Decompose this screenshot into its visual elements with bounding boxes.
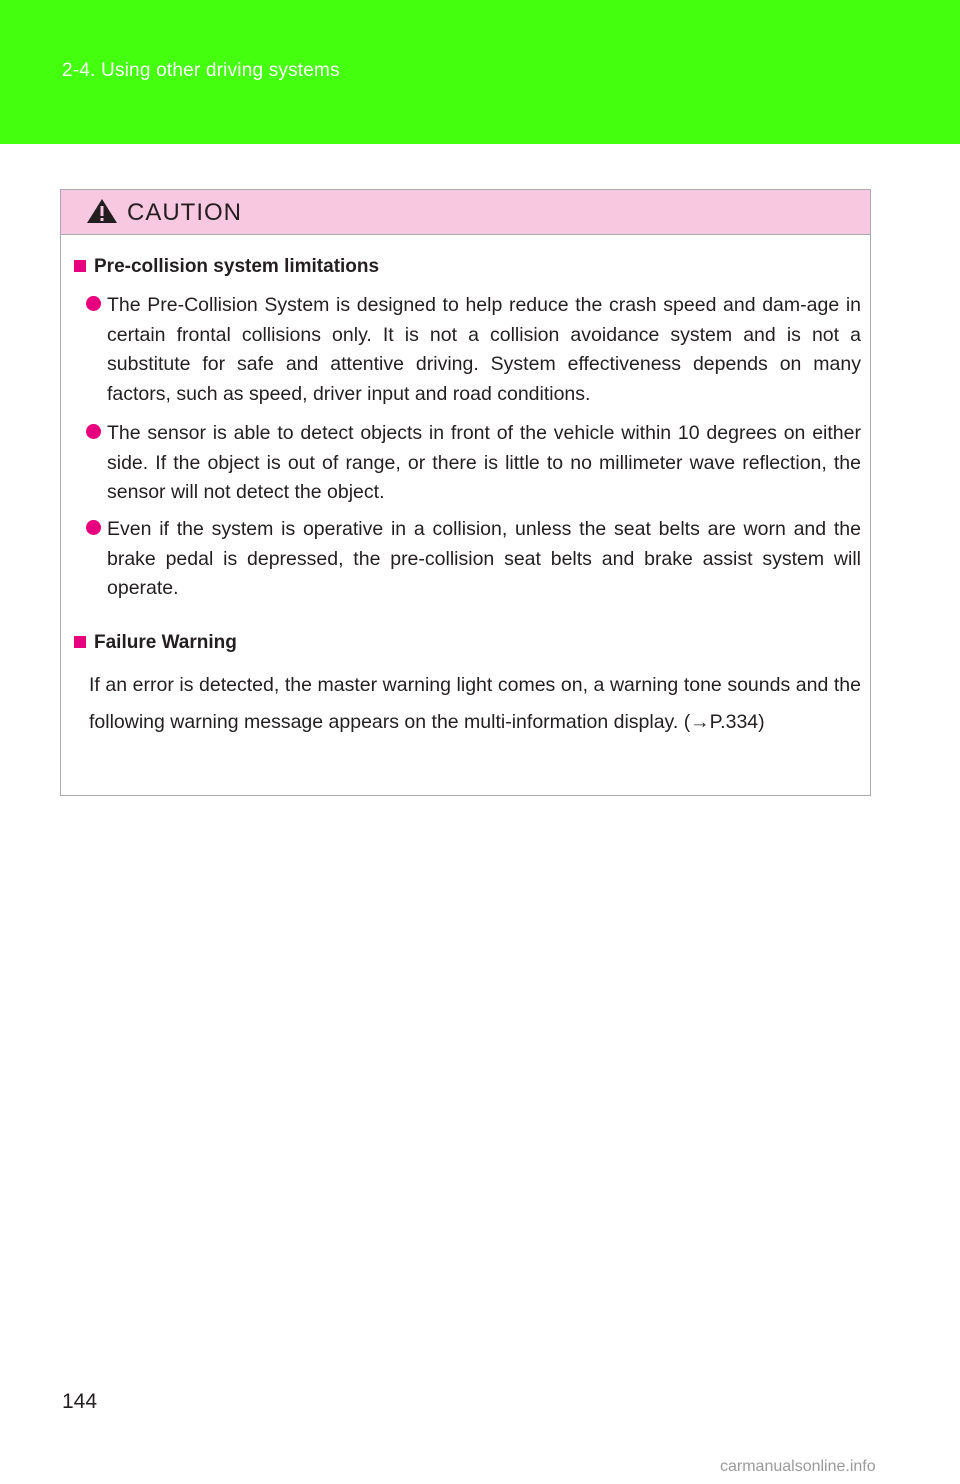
topic-title: Failure Warning: [94, 632, 237, 653]
topic-heading: [61, 632, 237, 654]
topic-heading: [61, 256, 379, 278]
watermark: carmanualsonline.info: [720, 1458, 876, 1475]
bullet-dot-icon: [86, 424, 101, 439]
bullet-text: Even if the system is operative in a collision, unless the seat belts are worn and the brake pedal is depressed, the pre-collision seat belts and brake assist system will operate.: [107, 518, 861, 599]
caution-label: CAUTION: [127, 199, 242, 226]
caution-header: [61, 190, 870, 235]
page-number: 144: [62, 1390, 98, 1413]
bullet-text: The sensor is able to detect objects in front of the vehicle within 10 degrees on either side. If the object is out of range, or there is little to no millimeter wave reflection, the sensor will not detect the object.: [107, 422, 861, 503]
topic-paragraph: If an error is detected, the master warning light comes on, a warning tone sounds and the following warning message appears on the multi-information display. (→P.334): [89, 674, 861, 733]
square-bullet-icon: [74, 636, 86, 648]
section-title: 2-4. Using other driving systems: [62, 60, 340, 81]
caution-box: [60, 189, 871, 796]
bullet-text: The Pre-Collision System is designed to help reduce the crash speed and dam-age in certain frontal collisions only. It is not a collision avoidance system and is not a substitute for safe and attentive driving. System effectiveness depends on many factors, such as speed, driver input and road conditions.: [107, 294, 861, 405]
warning-triangle-icon: [85, 197, 119, 225]
topic-title: Pre-collision system limitations: [94, 256, 380, 277]
square-bullet-icon: [74, 260, 86, 272]
bullet-dot-icon: [86, 296, 101, 311]
bullet-dot-icon: [86, 520, 101, 535]
